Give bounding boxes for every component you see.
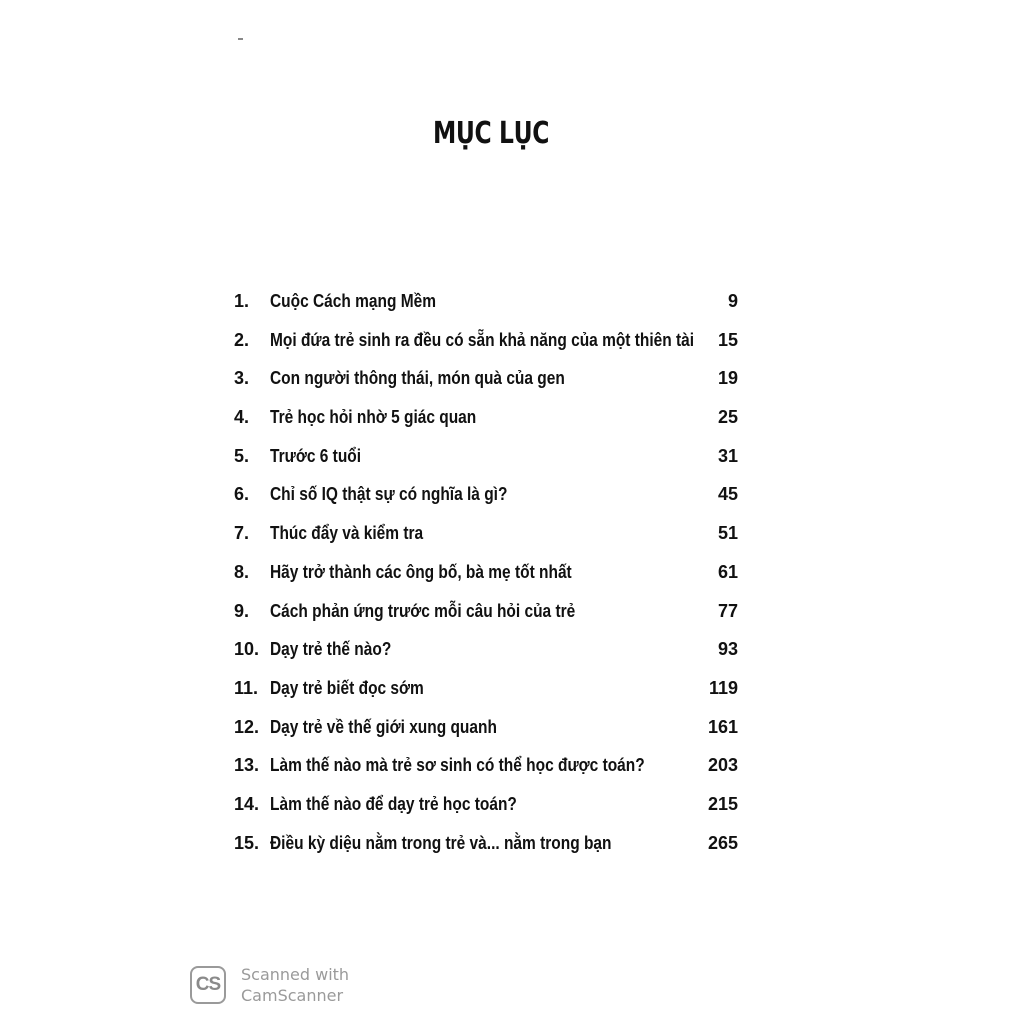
toc-entry-number: 9. bbox=[234, 600, 250, 621]
toc-entry-title: Làm thế nào để dạy trẻ học toán? bbox=[270, 793, 517, 814]
toc-entry-number: 13. bbox=[234, 755, 260, 776]
toc-entry-title: Dạy trẻ thế nào? bbox=[270, 639, 392, 660]
toc-entry-number: 12. bbox=[234, 716, 260, 737]
toc-entry bbox=[234, 518, 742, 557]
toc-entry-title: Điều kỳ diệu nằm trong trẻ và... nằm trong bạn bbox=[270, 832, 612, 853]
toc-entry-number: 3. bbox=[234, 368, 250, 389]
toc-entry-page: 93 bbox=[717, 639, 738, 660]
toc-entry-page: 265 bbox=[707, 832, 738, 853]
toc-entry bbox=[234, 712, 742, 751]
watermark-line-2: CamScanner bbox=[241, 986, 344, 1005]
toc-entry-number: 8. bbox=[234, 561, 250, 582]
toc-entry-page: 203 bbox=[707, 755, 738, 776]
camscanner-logo-icon bbox=[190, 966, 226, 1004]
toc-entry-title: Con người thông thái, món quà của gen bbox=[270, 368, 565, 389]
toc-entry-page: 19 bbox=[717, 368, 738, 389]
toc-entry bbox=[234, 286, 742, 325]
toc-entry-page: 51 bbox=[717, 523, 738, 544]
toc-entry-page: 45 bbox=[717, 484, 738, 505]
toc-entry-page: 119 bbox=[708, 677, 738, 698]
toc-entry bbox=[234, 789, 742, 828]
toc-entry bbox=[234, 402, 742, 441]
toc-entry-page: 161 bbox=[707, 716, 738, 737]
toc-entry-title: Hãy trở thành các ông bố, bà mẹ tốt nhất bbox=[270, 561, 572, 582]
toc-entry-number: 11. bbox=[234, 677, 259, 698]
toc-entry bbox=[234, 596, 742, 635]
toc-entry-number: 10. bbox=[234, 639, 260, 660]
toc-entry-number: 2. bbox=[234, 329, 250, 350]
toc-entry-number: 4. bbox=[234, 407, 250, 428]
toc-entry-page: 25 bbox=[717, 407, 738, 428]
toc-entry-title: Cuộc Cách mạng Mềm bbox=[270, 291, 437, 311]
toc-entry-title: Dạy trẻ biết đọc sớm bbox=[270, 677, 424, 698]
toc-entry-page: 9 bbox=[727, 291, 738, 311]
toc-entry-number: 7. bbox=[234, 523, 250, 544]
scan-speck bbox=[238, 38, 243, 40]
toc-entry-page: 61 bbox=[717, 561, 738, 582]
toc-entry-number: 5. bbox=[234, 445, 250, 466]
toc-entry bbox=[234, 441, 742, 480]
toc-entry-title: Trước 6 tuổi bbox=[270, 445, 362, 466]
toc-entry-page: 15 bbox=[717, 329, 738, 350]
toc-entry-title: Mọi đứa trẻ sinh ra đều có sẵn khả năng của một thiên tài bbox=[270, 329, 695, 350]
toc-entry-title: Cách phản ứng trước mỗi câu hỏi của trẻ bbox=[270, 600, 576, 621]
toc-entry-page: 31 bbox=[717, 445, 738, 466]
toc-entry-title: Chỉ số IQ thật sự có nghĩa là gì? bbox=[270, 484, 508, 505]
toc-entry-number: 15. bbox=[234, 832, 260, 853]
table-of-contents bbox=[234, 286, 742, 866]
watermark-line-1: Scanned with bbox=[241, 965, 350, 984]
toc-entry bbox=[234, 750, 742, 789]
toc-entry bbox=[234, 673, 742, 712]
camscanner-logo-text: CS bbox=[195, 974, 221, 995]
toc-entry-title: Trẻ học hỏi nhờ 5 giác quan bbox=[270, 407, 477, 428]
toc-entry bbox=[234, 828, 742, 867]
toc-entry bbox=[234, 363, 742, 402]
toc-entry-page: 77 bbox=[717, 600, 738, 621]
toc-entry bbox=[234, 634, 742, 673]
camscanner-watermark bbox=[241, 964, 349, 1006]
toc-entry-number: 1. bbox=[234, 291, 250, 311]
toc-entry-title: Thúc đẩy và kiểm tra bbox=[270, 523, 424, 544]
toc-entry bbox=[234, 479, 742, 518]
toc-entry-title: Làm thế nào mà trẻ sơ sinh có thể học được toán? bbox=[270, 755, 645, 776]
toc-entry bbox=[234, 325, 742, 364]
toc-entry bbox=[234, 557, 742, 596]
toc-entry-number: 6. bbox=[234, 484, 250, 505]
toc-entry-title: Dạy trẻ về thế giới xung quanh bbox=[270, 716, 497, 737]
toc-entry-page: 215 bbox=[707, 793, 738, 814]
page-title: MỤC LỤC bbox=[433, 116, 549, 151]
toc-entry-number: 14. bbox=[234, 793, 260, 814]
